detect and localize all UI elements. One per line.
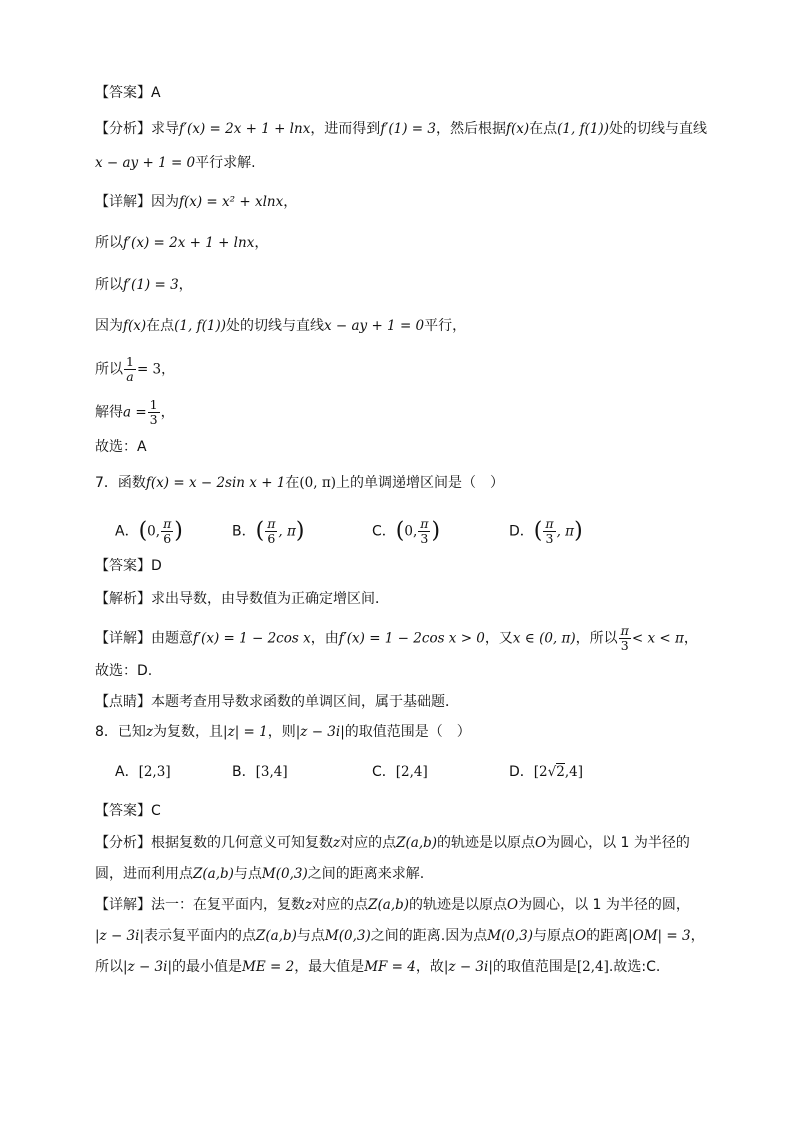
q8-answer-line: [95, 801, 161, 821]
text: 的轨迹是以原点: [437, 835, 536, 851]
detail-tag: 【详解】: [95, 630, 151, 647]
text: 处的切线与直线: [225, 318, 324, 334]
numerator: π: [620, 623, 629, 638]
answer-tag: 【答案】: [95, 558, 151, 574]
q8-option-b[interactable]: [232, 762, 288, 782]
numerator: π: [267, 516, 276, 531]
formula: |z − 3i|: [95, 928, 145, 944]
q8-analysis-line1: [95, 833, 690, 853]
numerator: 1: [126, 354, 134, 369]
text: ，: [683, 630, 698, 647]
text: 为圆心，以 1 为半径的: [546, 835, 690, 851]
fraction: [148, 398, 160, 427]
text: 在点: [529, 121, 558, 137]
option-label: C．: [372, 764, 396, 780]
detail-tag: 【详解】: [95, 897, 151, 913]
q6-answer-line: [95, 83, 161, 103]
text: 与点: [233, 866, 262, 882]
text: 之间的距离.因为点: [370, 928, 488, 944]
q6-step2: [95, 275, 193, 295]
q6-step5: [95, 398, 175, 427]
text: 根据复数的几何意义可知复数: [151, 835, 333, 851]
text: 处的切线与直线: [608, 121, 707, 137]
formula: |z − 3i|: [123, 959, 173, 975]
formula: f(x): [505, 121, 530, 137]
text: .故选:C.: [608, 959, 661, 975]
sqrt-sign: √: [547, 764, 557, 780]
formula: O: [507, 897, 519, 913]
formula: M(0,3): [324, 928, 371, 944]
q8-option-a[interactable]: [115, 762, 171, 782]
q6-detail-line1: [95, 192, 297, 212]
option-label: B．: [232, 764, 256, 780]
text: ，故: [415, 959, 444, 975]
text: 平行求解.: [195, 155, 256, 171]
text: 为复数，且: [153, 724, 224, 740]
denominator: 6: [267, 531, 276, 546]
formula: Z(a,b): [193, 866, 234, 882]
q8-option-d[interactable]: [509, 762, 583, 782]
text: ，: [283, 194, 298, 210]
option-label: D．: [509, 764, 534, 780]
q8-stem: [95, 722, 471, 742]
formula: ME = 2: [242, 959, 295, 975]
text: 所以: [95, 361, 123, 378]
answer-tag: 【答案】: [95, 803, 151, 819]
text: 在: [285, 475, 300, 491]
formula: f′(x) = 2x + 1 + lnx: [123, 235, 255, 251]
text: 的距离: [586, 928, 629, 944]
formula: O: [535, 835, 547, 851]
fraction: [265, 517, 277, 546]
option-label: D．: [509, 523, 534, 540]
q6-choose: [95, 437, 147, 457]
q7-comment-line: [95, 692, 459, 712]
formula: Z(a,b): [368, 897, 410, 913]
option-label: C．: [372, 523, 396, 540]
formula: M(0,3): [487, 928, 534, 944]
q8-answer-value: C: [151, 803, 161, 819]
text: 因为: [151, 194, 179, 210]
formula: |z − 3i|: [295, 724, 345, 740]
denominator: 6: [163, 531, 172, 546]
option-value: ,4]: [564, 764, 583, 780]
q6-analysis-line2: [95, 153, 256, 173]
q6-step3: [95, 316, 466, 336]
text: 之间的距离来求解.: [307, 866, 425, 882]
fraction: [124, 355, 136, 384]
sqrt-radicand: 2: [556, 764, 565, 780]
text: 故选：A: [95, 439, 147, 455]
formula: x ∈ (0, π): [512, 630, 576, 647]
text: 法一：在复平面内，复数: [151, 897, 305, 913]
numerator: π: [420, 516, 429, 531]
fraction: [161, 517, 173, 546]
formula: f′(1) = 3: [123, 277, 179, 293]
q6-step4: [95, 355, 175, 384]
formula: z: [333, 835, 341, 851]
q7-answer-value: D: [151, 558, 162, 574]
formula: |z| = 1: [223, 724, 268, 740]
fraction: [619, 624, 631, 653]
q7-option-a[interactable]: A．(0, $\frac{\pi}{6}$ ): [115, 516, 183, 546]
numerator: π: [163, 516, 172, 531]
option-label: A．: [115, 523, 139, 540]
fraction: [418, 517, 430, 546]
formula: z: [145, 724, 154, 740]
formula: f(x) = x² + xlnx: [179, 194, 284, 210]
formula: = 3，: [136, 361, 175, 378]
q8-option-c[interactable]: [372, 762, 428, 782]
q7-option-b[interactable]: B．( $\frac{\pi}{6}$ , π): [232, 516, 305, 546]
option-value: [2: [533, 764, 548, 780]
formula: z: [305, 897, 313, 913]
text: ，: [178, 277, 193, 293]
text: 的轨迹是以原点: [409, 897, 508, 913]
formula: f′(x) = 2x + 1 + lnx: [179, 121, 311, 137]
q8-detail-line3: [95, 957, 660, 977]
formula: M(0,3): [261, 866, 308, 882]
text: 的取值范围是（ ）: [344, 724, 471, 740]
q6-answer-value: A: [151, 85, 161, 101]
numerator: π: [545, 516, 554, 531]
text: 平行，: [424, 318, 467, 334]
option-value: [3,4]: [255, 764, 288, 780]
text: 求导: [151, 121, 179, 137]
text: 所以: [95, 959, 123, 975]
q7-detail-line: [95, 624, 698, 653]
text: ，又: [484, 630, 513, 647]
formula: MF = 4: [364, 959, 416, 975]
formula: (0, π): [299, 475, 336, 491]
option-value: [2,3]: [138, 764, 171, 780]
q7-parse-line: [95, 589, 389, 609]
comment-tag: 【点睛】: [95, 694, 151, 710]
text: 求出导数，由导数值为正确定增区间．: [151, 591, 389, 607]
text: 所以: [95, 277, 123, 293]
q7-stem: [95, 473, 504, 493]
formula: 0,: [147, 523, 161, 540]
text: 上的单调递增区间是（ ）: [335, 475, 504, 491]
formula: O: [575, 928, 587, 944]
parse-tag: 【解析】: [95, 591, 151, 607]
text: 对应的点: [312, 897, 369, 913]
formula: f(x): [123, 318, 147, 334]
detail-tag: 【详解】: [95, 194, 151, 210]
text: 故选：D.: [95, 663, 153, 679]
text: ，: [160, 404, 175, 421]
formula: < x < π: [631, 630, 684, 647]
analysis-tag: 【分析】: [95, 121, 151, 137]
text: ，: [690, 928, 705, 944]
formula: a =: [123, 404, 147, 421]
formula: (1, f(1)): [557, 121, 609, 137]
formula: f′(x) = 1 − 2cos x: [193, 630, 311, 647]
q8-detail-line2: [95, 926, 705, 946]
answer-tag: 【答案】: [95, 85, 151, 101]
formula: (1, f(1)): [174, 318, 226, 334]
denominator: a: [126, 369, 134, 384]
text: ，最大值是: [294, 959, 365, 975]
denominator: 3: [420, 531, 429, 546]
formula: 0,: [404, 523, 418, 540]
formula: |z − 3i|: [443, 959, 493, 975]
formula: Z(a,b): [256, 928, 297, 944]
text: 由题意: [151, 630, 193, 647]
text: 表示复平面内的点: [144, 928, 257, 944]
formula: f(x) = x − 2sin x + 1: [145, 475, 286, 491]
text: 对应的点: [340, 835, 397, 851]
analysis-tag: 【分析】: [95, 835, 151, 851]
option-label: A．: [115, 764, 139, 780]
text: 本题考查用导数求函数的单调区间，属于基础题．: [151, 694, 459, 710]
q7-option-d[interactable]: D．( $\frac{\pi}{3}$ , π): [509, 516, 583, 546]
q7-option-c[interactable]: C．(0, $\frac{\pi}{3}$ ): [372, 516, 441, 546]
formula: |OM| = 3: [628, 928, 691, 944]
text: 的取值范围是: [492, 959, 577, 975]
option-label: B．: [232, 523, 256, 540]
formula: [2,4]: [576, 959, 609, 975]
denominator: 3: [149, 412, 158, 427]
fraction: [543, 517, 555, 546]
q7-answer-line: [95, 556, 162, 576]
text: 与点: [296, 928, 325, 944]
formula: f′(x) = 1 − 2cos x > 0: [338, 630, 485, 647]
text: 7．函数: [95, 475, 146, 491]
text: 的最小值是: [172, 959, 243, 975]
q8-detail-line1: [95, 895, 690, 915]
text: ，: [254, 235, 269, 251]
formula: f′(1) = 3: [380, 121, 436, 137]
text: 因为: [95, 318, 123, 334]
formula: , π: [278, 523, 296, 540]
text: ，则: [267, 724, 296, 740]
formula: x − ay + 1 = 0: [95, 155, 196, 171]
text: 在点: [146, 318, 175, 334]
text: 8．已知: [95, 724, 146, 740]
text: ，所以: [575, 630, 618, 647]
q7-choose: [95, 661, 152, 681]
text: ，进而得到: [310, 121, 381, 137]
text: 圆，进而利用点: [95, 866, 193, 882]
formula: Z(a,b): [396, 835, 438, 851]
q8-analysis-line2: [95, 864, 424, 884]
text: 解得: [95, 404, 123, 421]
text: ，由: [310, 630, 339, 647]
text: 所以: [95, 235, 123, 251]
q6-analysis-line1: [95, 119, 707, 139]
formula: x − ay + 1 = 0: [323, 318, 425, 334]
denominator: 3: [620, 638, 629, 653]
q6-step1: [95, 233, 268, 253]
option-value: [2,4]: [395, 764, 428, 780]
text: 与原点: [533, 928, 576, 944]
text: 为圆心，以 1 为半径的圆，: [518, 897, 690, 913]
denominator: 3: [545, 531, 554, 546]
formula: , π: [556, 523, 575, 540]
text: ，然后根据: [435, 121, 506, 137]
numerator: 1: [149, 397, 158, 412]
